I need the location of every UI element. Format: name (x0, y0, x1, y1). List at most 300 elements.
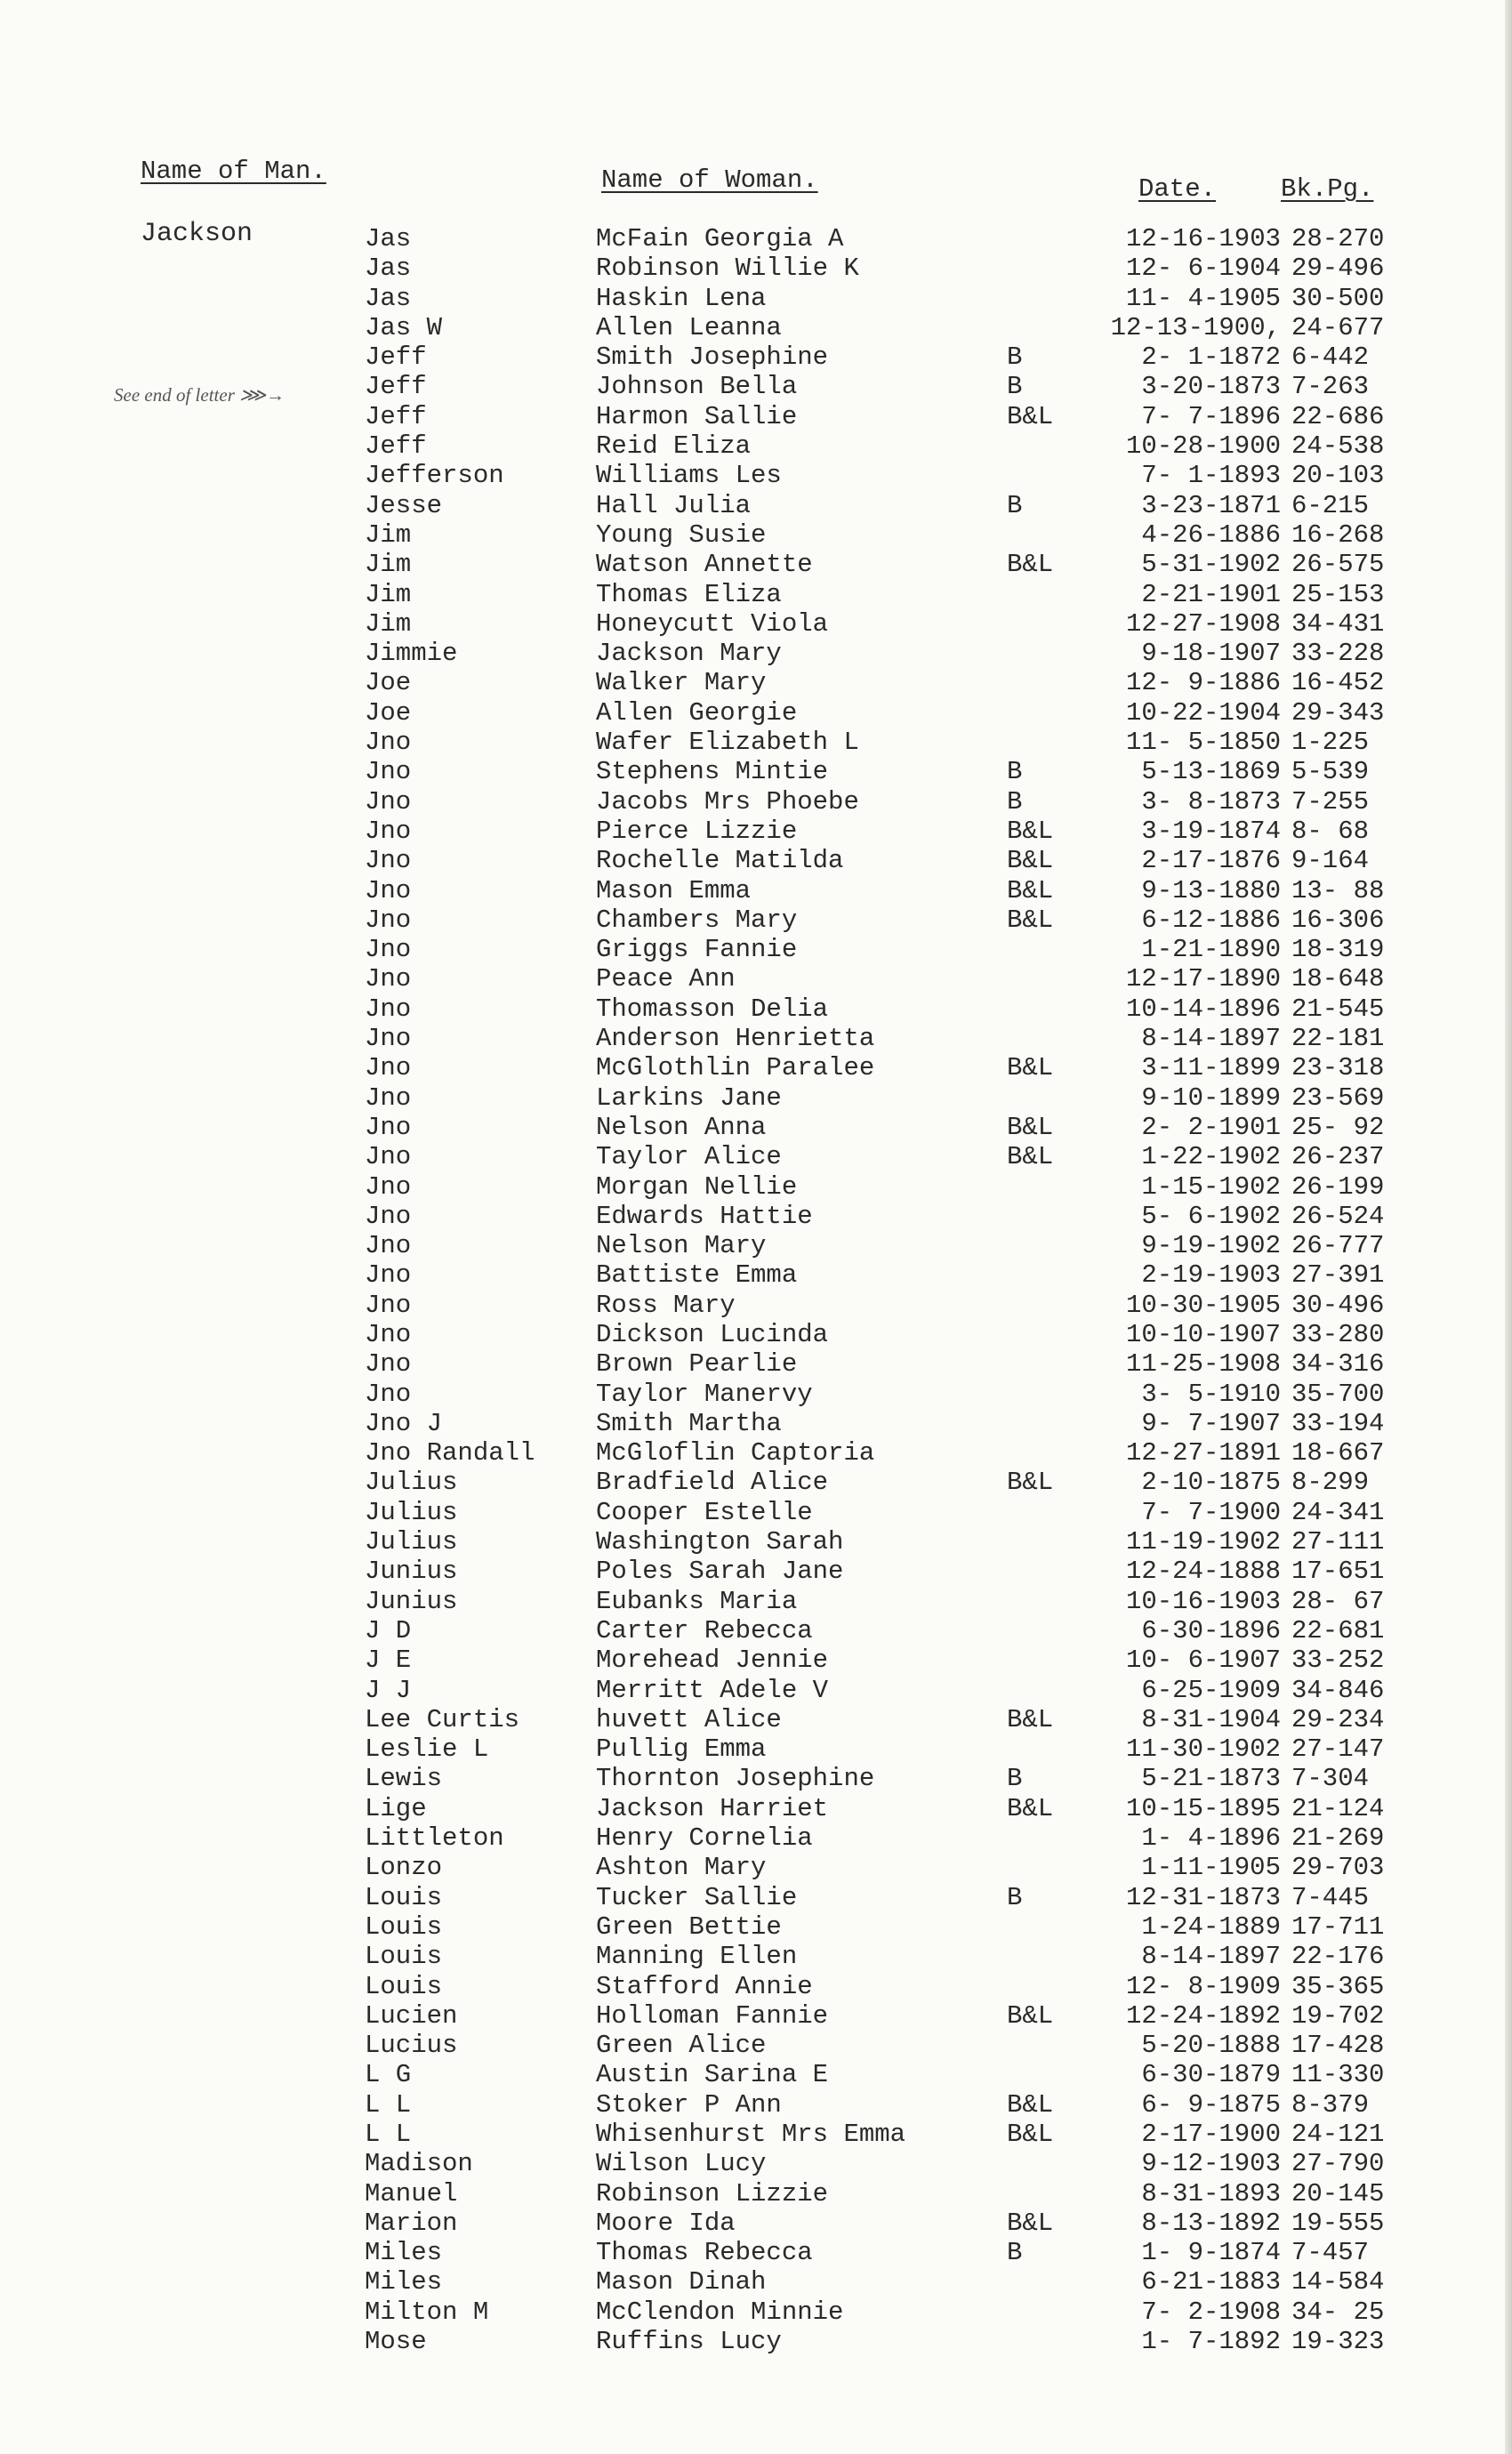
table-row (0, 224, 1512, 253)
man-first-name: Jno (365, 1171, 412, 1202)
table-row (0, 1883, 1512, 1912)
man-first-name: Jno (365, 905, 412, 935)
man-first-name: Junius (365, 1586, 458, 1616)
table-row (0, 2209, 1512, 2238)
woman-name: Smith Josephine (596, 342, 829, 373)
table-row (0, 728, 1512, 757)
book-page: 18-319 (1291, 935, 1385, 965)
marriage-date: 5-31-1902 (1141, 550, 1281, 580)
man-first-name: Jno (365, 1379, 412, 1409)
man-first-name: Jesse (365, 490, 443, 520)
marriage-date: 5-20-1888 (1141, 2031, 1281, 2061)
man-first-name: Jno (365, 1319, 412, 1349)
record-code: B (1007, 1764, 1023, 1794)
man-first-name: L G (365, 2060, 412, 2090)
man-first-name: Jno (365, 728, 412, 758)
woman-name: Ross Mary (596, 1290, 736, 1320)
book-page: 26-524 (1291, 1201, 1385, 1231)
marriage-date: 12-13-1900, (1110, 312, 1281, 342)
woman-name: Wilson Lucy (596, 2149, 767, 2179)
woman-name: Rochelle Matilda (596, 846, 844, 876)
marriage-date: 6- 9-1875 (1141, 2089, 1281, 2120)
book-page: 22-176 (1291, 1942, 1385, 1972)
table-row (0, 846, 1512, 875)
book-page: 25- 92 (1291, 1112, 1385, 1142)
marriage-date: 11-30-1902 (1125, 1734, 1281, 1765)
marriage-date: 10-15-1895 (1125, 1793, 1281, 1823)
marriage-date: 11- 4-1905 (1125, 283, 1281, 313)
book-page: 22-181 (1291, 1024, 1385, 1054)
table-row (0, 2120, 1512, 2149)
book-page: 29-703 (1291, 1853, 1385, 1883)
table-row (0, 2238, 1512, 2267)
margin-note: See end of letter ⋙→ (114, 384, 285, 406)
marriage-date: 8-31-1904 (1141, 1704, 1281, 1734)
man-first-name: Joe (365, 668, 412, 698)
book-page: 26-777 (1291, 1231, 1385, 1261)
table-row (0, 1676, 1512, 1705)
book-page: 21-124 (1291, 1793, 1385, 1823)
marriage-date: 1-11-1905 (1141, 1853, 1281, 1883)
table-row (0, 1142, 1512, 1171)
header-name-of-man: Name of Man. (141, 157, 326, 186)
table-row (0, 757, 1512, 786)
woman-name: Larkins Jane (596, 1082, 782, 1113)
woman-name: huvett Alice (596, 1704, 782, 1734)
woman-name: McFain Georgia A (596, 224, 844, 253)
man-first-name: Miles (365, 2238, 443, 2268)
table-row (0, 639, 1512, 668)
book-page: 33-228 (1291, 639, 1385, 669)
woman-name: McClendon Minnie (596, 2297, 844, 2327)
man-first-name: Jeff (365, 401, 427, 431)
record-code: B&L (1007, 875, 1054, 905)
book-page: 33-280 (1291, 1319, 1385, 1349)
man-first-name: Jno (365, 1112, 412, 1142)
man-first-name: Jno (365, 1231, 412, 1261)
man-first-name: Jas W (365, 312, 443, 342)
book-page: 6-215 (1291, 490, 1370, 520)
man-first-name: Jno (365, 816, 412, 846)
marriage-date: 1- 9-1874 (1141, 2238, 1281, 2268)
man-first-name: Lewis (365, 1764, 443, 1794)
man-first-name: Miles (365, 2267, 443, 2297)
book-page: 30-500 (1291, 283, 1385, 313)
woman-name: McGlothlin Paralee (596, 1053, 875, 1083)
record-code: B&L (1007, 1142, 1054, 1172)
marriage-date: 12- 9-1886 (1125, 668, 1281, 698)
record-code: B&L (1007, 1468, 1054, 1498)
book-page: 8- 68 (1291, 816, 1370, 846)
marriage-date: 1-21-1890 (1141, 935, 1281, 965)
book-page: 18-648 (1291, 964, 1385, 994)
man-first-name: Milton M (365, 2297, 489, 2327)
table-row (0, 1291, 1512, 1320)
marriage-date: 2- 2-1901 (1141, 1112, 1281, 1142)
table-row (0, 1172, 1512, 1202)
table-row (0, 698, 1512, 728)
woman-name: Anderson Henrietta (596, 1024, 875, 1054)
marriage-date: 1-15-1902 (1141, 1171, 1281, 1202)
book-page: 22-681 (1291, 1615, 1385, 1645)
woman-name: Morehead Jennie (596, 1645, 829, 1676)
book-page: 7-255 (1291, 786, 1370, 817)
man-first-name: Louis (365, 1942, 443, 1972)
book-page: 27-147 (1291, 1734, 1385, 1765)
man-first-name: Jno (365, 935, 412, 965)
book-page: 29-234 (1291, 1704, 1385, 1734)
marriage-date: 9-18-1907 (1141, 639, 1281, 669)
header-name-of-woman: Name of Woman. (601, 165, 818, 195)
marriage-date: 5-13-1869 (1141, 757, 1281, 787)
table-row (0, 402, 1512, 431)
book-page: 7-445 (1291, 1882, 1370, 1912)
man-first-name: Littleton (365, 1823, 504, 1854)
table-row (0, 372, 1512, 401)
marriage-date: 5-21-1873 (1141, 1764, 1281, 1794)
man-first-name: Jno (365, 1082, 412, 1113)
marriage-date: 8-13-1892 (1141, 2208, 1281, 2238)
table-row (0, 1557, 1512, 1586)
record-code: B (1007, 490, 1023, 520)
book-page: 26-237 (1291, 1142, 1385, 1172)
man-first-name: Julius (365, 1497, 458, 1527)
record-code: B&L (1007, 1704, 1054, 1734)
book-page: 21-269 (1291, 1823, 1385, 1854)
woman-name: Jackson Harriet (596, 1793, 829, 1823)
woman-name: Watson Annette (596, 550, 813, 580)
woman-name: Thornton Josephine (596, 1764, 875, 1794)
marriage-date: 1-24-1889 (1141, 1911, 1281, 1942)
marriage-date: 2-17-1876 (1141, 846, 1281, 876)
woman-name: Wafer Elizabeth L (596, 728, 859, 758)
woman-name: Stafford Annie (596, 1971, 813, 2001)
table-row (0, 1024, 1512, 1053)
record-code: B&L (1007, 401, 1054, 431)
table-row (0, 2090, 1512, 2120)
man-first-name: Jas (365, 253, 412, 284)
marriage-date: 8-31-1893 (1141, 2178, 1281, 2209)
book-page: 7-457 (1291, 2238, 1370, 2268)
woman-name: Battiste Emma (596, 1260, 798, 1291)
table-row (0, 2001, 1512, 2031)
man-first-name: Julius (365, 1468, 458, 1498)
man-first-name: Manuel (365, 2178, 458, 2209)
marriage-date: 12-27-1891 (1125, 1438, 1281, 1468)
table-row (0, 1113, 1512, 1142)
woman-name: Smith Martha (596, 1408, 782, 1438)
book-page: 24-677 (1291, 312, 1385, 342)
table-row (0, 1587, 1512, 1616)
table-row (0, 2060, 1512, 2089)
book-page: 16-306 (1291, 905, 1385, 935)
man-first-name: L L (365, 2120, 412, 2149)
woman-name: Pullig Emma (596, 1734, 767, 1765)
book-page: 34- 25 (1291, 2297, 1385, 2327)
table-row (0, 1202, 1512, 1231)
marriage-date: 3-23-1871 (1141, 490, 1281, 520)
marriage-date: 11-25-1908 (1125, 1349, 1281, 1380)
marriage-date: 10-14-1896 (1125, 994, 1281, 1024)
woman-name: Morgan Nellie (596, 1171, 798, 1202)
man-first-name: Jas (365, 224, 412, 253)
man-first-name: Jno Randall (365, 1438, 535, 1468)
table-row (0, 1823, 1512, 1853)
table-row (0, 668, 1512, 697)
marriage-date: 6-21-1883 (1141, 2267, 1281, 2297)
woman-name: Carter Rebecca (596, 1615, 813, 1645)
table-row (0, 1498, 1512, 1527)
record-code: B&L (1007, 2208, 1054, 2238)
woman-name: Jackson Mary (596, 639, 782, 669)
table-row (0, 1349, 1512, 1379)
book-page: 25-153 (1291, 579, 1385, 609)
table-row (0, 2297, 1512, 2327)
book-page: 33-252 (1291, 1645, 1385, 1676)
table-row (0, 609, 1512, 639)
woman-name: Dickson Lucinda (596, 1319, 829, 1349)
woman-name: Pierce Lizzie (596, 816, 798, 846)
woman-name: Manning Ellen (596, 1942, 798, 1972)
book-page: 19-702 (1291, 2000, 1385, 2031)
man-first-name: Jno (365, 1142, 412, 1172)
marriage-date: 6-25-1909 (1141, 1675, 1281, 1705)
book-page: 19-555 (1291, 2208, 1385, 2238)
woman-name: Henry Cornelia (596, 1823, 813, 1854)
man-first-name: Madison (365, 2149, 473, 2179)
woman-name: Hall Julia (596, 490, 752, 520)
man-first-name: Jim (365, 579, 412, 609)
table-row (0, 935, 1512, 964)
man-first-name: Julius (365, 1527, 458, 1557)
table-row (0, 1380, 1512, 1409)
marriage-date: 3-19-1874 (1141, 816, 1281, 846)
man-first-name: Leslie L (365, 1734, 489, 1765)
table-row (0, 431, 1512, 461)
marriage-date: 1- 4-1896 (1141, 1823, 1281, 1854)
woman-name: Green Alice (596, 2031, 767, 2061)
table-row (0, 1231, 1512, 1260)
woman-name: Walker Mary (596, 668, 767, 698)
man-first-name: Jno (365, 1349, 412, 1380)
man-first-name: Jeff (365, 342, 427, 373)
record-code: B&L (1007, 1793, 1054, 1823)
table-row (0, 1912, 1512, 1942)
man-first-name: Jno (365, 1053, 412, 1083)
woman-name: Cooper Estelle (596, 1497, 813, 1527)
table-row (0, 1853, 1512, 1882)
man-first-name: J E (365, 1645, 412, 1676)
woman-name: Robinson Lizzie (596, 2178, 829, 2209)
marriage-date: 8-14-1897 (1141, 1942, 1281, 1972)
woman-name: Austin Sarina E (596, 2060, 829, 2090)
man-first-name: Junius (365, 1557, 458, 1587)
book-page: 35-700 (1291, 1379, 1385, 1409)
record-code: B&L (1007, 2120, 1054, 2149)
table-row (0, 964, 1512, 994)
record-code: B&L (1007, 550, 1054, 580)
woman-name: Jacobs Mrs Phoebe (596, 786, 859, 817)
table-row (0, 550, 1512, 579)
table-row (0, 1468, 1512, 1497)
marriage-date: 9-13-1880 (1141, 875, 1281, 905)
book-page: 23-318 (1291, 1053, 1385, 1083)
table-row (0, 1083, 1512, 1113)
woman-name: Nelson Mary (596, 1231, 767, 1261)
marriage-date: 12-16-1903 (1125, 224, 1281, 253)
man-first-name: Jno J (365, 1408, 443, 1438)
marriage-records-list (0, 224, 1512, 2356)
marriage-date: 2-10-1875 (1141, 1468, 1281, 1498)
marriage-date: 4-26-1886 (1141, 519, 1281, 550)
book-page: 35-365 (1291, 1971, 1385, 2001)
man-first-name: Jas (365, 283, 412, 313)
book-page: 34-846 (1291, 1675, 1385, 1705)
marriage-date: 7- 2-1908 (1141, 2297, 1281, 2327)
marriage-date: 6-30-1896 (1141, 1615, 1281, 1645)
book-page: 17-711 (1291, 1911, 1385, 1942)
man-first-name: Jim (365, 608, 412, 639)
marriage-date: 12-31-1873 (1125, 1882, 1281, 1912)
marriage-date: 10-16-1903 (1125, 1586, 1281, 1616)
book-page: 13- 88 (1291, 875, 1385, 905)
record-code: B&L (1007, 1112, 1054, 1142)
man-first-name: J D (365, 1615, 412, 1645)
table-row (0, 1409, 1512, 1438)
marriage-date: 6-12-1886 (1141, 905, 1281, 935)
marriage-date: 10-30-1905 (1125, 1290, 1281, 1320)
woman-name: Thomasson Delia (596, 994, 829, 1024)
table-row (0, 284, 1512, 313)
woman-name: Bradfield Alice (596, 1468, 829, 1498)
woman-name: Holloman Fannie (596, 2000, 829, 2031)
man-first-name: Jeff (365, 431, 427, 462)
marriage-date: 3-11-1899 (1141, 1053, 1281, 1083)
book-page: 5-539 (1291, 757, 1370, 787)
man-first-name: Jno (365, 1290, 412, 1320)
man-first-name: Jeff (365, 372, 427, 402)
woman-name: Griggs Fannie (596, 935, 798, 965)
book-page: 8-379 (1291, 2089, 1370, 2120)
woman-name: Allen Georgie (596, 697, 798, 728)
man-first-name: Jimmie (365, 639, 458, 669)
woman-name: Tucker Sallie (596, 1882, 798, 1912)
man-first-name: Jno (365, 846, 412, 876)
table-row (0, 1734, 1512, 1764)
woman-name: McGloflin Captoria (596, 1438, 875, 1468)
record-code: B&L (1007, 2089, 1054, 2120)
marriage-date: 7- 7-1900 (1141, 1497, 1281, 1527)
woman-name: Mason Dinah (596, 2267, 767, 2297)
woman-name: Allen Leanna (596, 312, 782, 342)
table-row (0, 994, 1512, 1024)
book-page: 20-103 (1291, 461, 1385, 491)
table-row (0, 1320, 1512, 1349)
man-first-name: Jno (365, 786, 412, 817)
marriage-date: 7- 1-1893 (1141, 461, 1281, 491)
table-row (0, 1942, 1512, 1971)
woman-name: Chambers Mary (596, 905, 798, 935)
book-page: 14-584 (1291, 2267, 1385, 2297)
marriage-date: 10-28-1900 (1125, 431, 1281, 462)
table-row (0, 2267, 1512, 2297)
book-page: 33-194 (1291, 1408, 1385, 1438)
woman-name: Williams Les (596, 461, 782, 491)
man-first-name: Louis (365, 1971, 443, 2001)
record-code: B&L (1007, 905, 1054, 935)
marriage-date: 6-30-1879 (1141, 2060, 1281, 2090)
book-page: 26-199 (1291, 1171, 1385, 1202)
woman-name: Stephens Mintie (596, 757, 829, 787)
marriage-date: 10-22-1904 (1125, 697, 1281, 728)
woman-name: Robinson Willie K (596, 253, 859, 284)
table-row (0, 1527, 1512, 1557)
marriage-date: 12-24-1892 (1125, 2000, 1281, 2031)
woman-name: Ashton Mary (596, 1853, 767, 1883)
book-page: 28- 67 (1291, 1586, 1385, 1616)
book-page: 1-225 (1291, 728, 1370, 758)
table-row (0, 905, 1512, 935)
man-first-name: Jno (365, 757, 412, 787)
man-first-name: Jefferson (365, 461, 504, 491)
table-row (0, 1260, 1512, 1290)
marriage-date: 12-17-1890 (1125, 964, 1281, 994)
record-code: B (1007, 2238, 1023, 2268)
book-page: 28-270 (1291, 224, 1385, 253)
woman-name: Young Susie (596, 519, 767, 550)
man-first-name: Mose (365, 2327, 427, 2357)
marriage-date: 2-17-1900 (1141, 2120, 1281, 2149)
woman-name: Brown Pearlie (596, 1349, 798, 1380)
record-code: B&L (1007, 846, 1054, 876)
book-page: 29-343 (1291, 697, 1385, 728)
marriage-date: 8-14-1897 (1141, 1024, 1281, 1054)
woman-name: Nelson Anna (596, 1112, 767, 1142)
book-page: 27-111 (1291, 1527, 1385, 1557)
record-code: B&L (1007, 1053, 1054, 1083)
surname-jackson: Jackson (141, 219, 253, 249)
marriage-date: 9-12-1903 (1141, 2149, 1281, 2179)
marriage-date: 7- 7-1896 (1141, 401, 1281, 431)
table-row (0, 342, 1512, 372)
book-page: 21-545 (1291, 994, 1385, 1024)
header-date: Date. (1138, 174, 1217, 204)
marriage-date: 10-10-1907 (1125, 1319, 1281, 1349)
table-row (0, 491, 1512, 520)
marriage-date: 5- 6-1902 (1141, 1201, 1281, 1231)
man-first-name: Jno (365, 875, 412, 905)
table-row (0, 313, 1512, 342)
woman-name: Thomas Rebecca (596, 2238, 813, 2268)
woman-name: Johnson Bella (596, 372, 798, 402)
man-first-name: Jim (365, 550, 412, 580)
book-page: 19-323 (1291, 2327, 1385, 2357)
woman-name: Green Bettie (596, 1911, 782, 1942)
table-row (0, 253, 1512, 283)
man-first-name: Lee Curtis (365, 1704, 520, 1734)
woman-name: Taylor Manervy (596, 1379, 813, 1409)
book-page: 24-121 (1291, 2120, 1385, 2149)
book-page: 26-575 (1291, 550, 1385, 580)
record-code: B (1007, 757, 1023, 787)
marriage-date: 12- 6-1904 (1125, 253, 1281, 284)
marriage-date: 1- 7-1892 (1141, 2327, 1281, 2357)
marriage-date: 2-21-1901 (1141, 579, 1281, 609)
woman-name: Reid Eliza (596, 431, 752, 462)
woman-name: Stoker P Ann (596, 2089, 782, 2120)
woman-name: Moore Ida (596, 2208, 736, 2238)
table-row (0, 2031, 1512, 2060)
